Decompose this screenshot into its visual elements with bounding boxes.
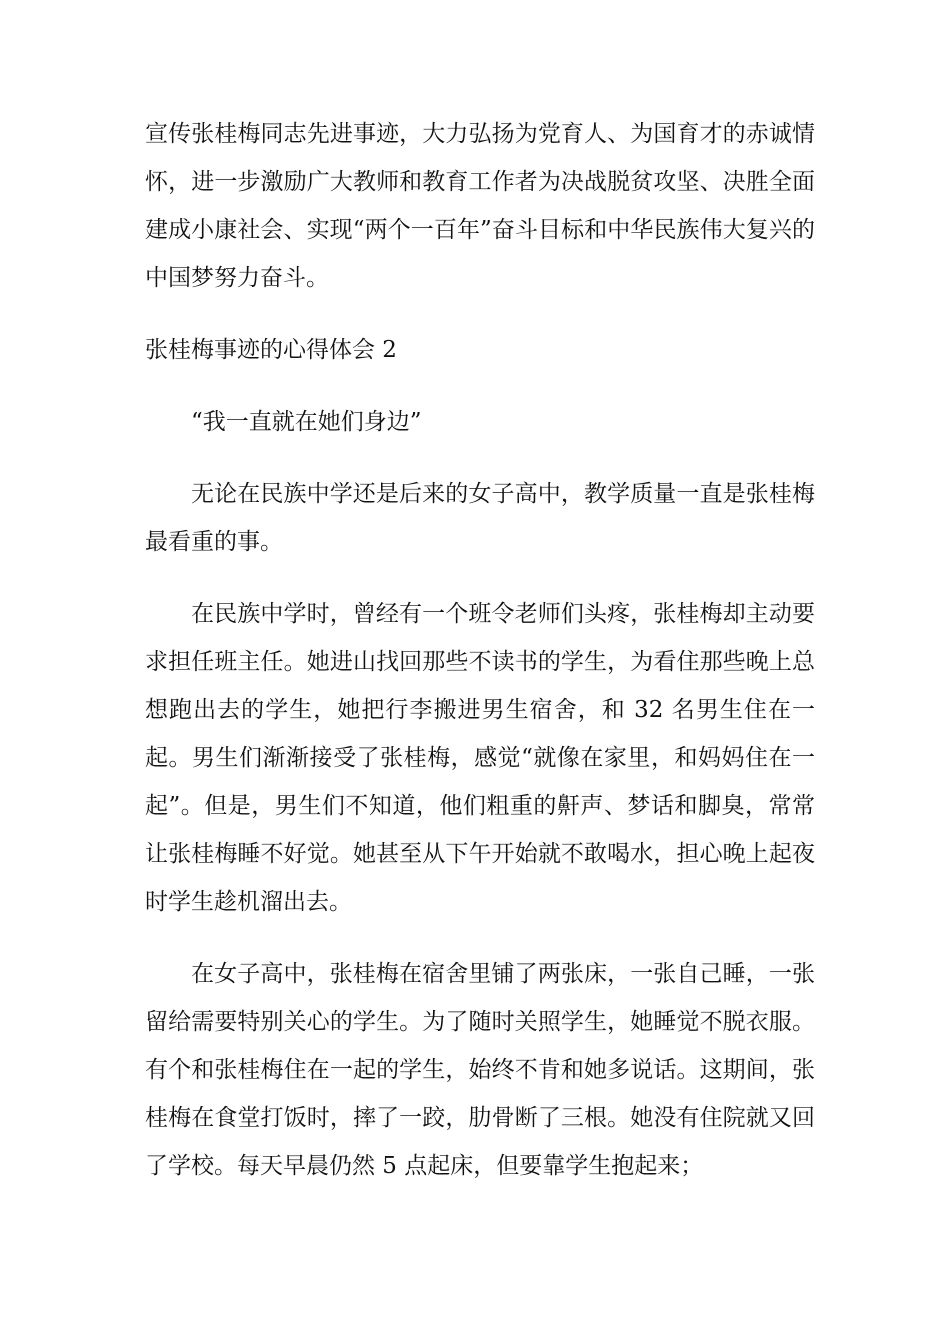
paragraph-teaching-quality: 无论在民族中学还是后来的女子高中，教学质量一直是张桂梅最看重的事。 (145, 481, 815, 555)
document-body (145, 110, 815, 1214)
paragraph-girls-high-school: 在女子高中，张桂梅在宿舍里铺了两张床，一张自己睡，一张留给需要特别关心的学生。为了随时关照学生，她睡觉不脱衣服。有个和张桂梅住在一起的学生，始终不肯和她多说话。这期间，张桂梅在食堂打饭时，摔了一跤，肋骨断了三根。她没有住院就又回了学校。每天早晨仍然 5 点起床，但要靠学生抱起来； (145, 961, 815, 1179)
quote-subtitle: “我一直就在她们身边” (191, 409, 422, 435)
paragraph-ethnic-school: 在民族中学时，曾经有一个班令老师们头疼，张桂梅却主动要求担任班主任。她进山找回那些不读书的学生，为看住那些晚上总想跑出去的学生，她把行李搬进男生宿舍，和 32 名男生住在一起。男生们渐渐接受了张桂梅，感觉“就像在家里，和妈妈住在一起”。但是，男生们不知道，他们粗重的鼾声、梦话和脚臭，常常让张桂梅睡不好觉。她甚至从下午开始就不敢喝水，担心晚上起夜时学生趁机溜出去。 (145, 601, 815, 915)
section-heading: 张桂梅事迹的心得体会 2 (145, 337, 397, 363)
paragraph-intro: 宣传张桂梅同志先进事迹，大力弘扬为党育人、为国育才的赤诚情怀，进一步激励广大教师和教育工作者为决战脱贫攻坚、决胜全面建成小康社会、实现“两个一百年”奋斗目标和中华民族伟大复兴的中国梦努力奋斗。 (145, 121, 815, 291)
